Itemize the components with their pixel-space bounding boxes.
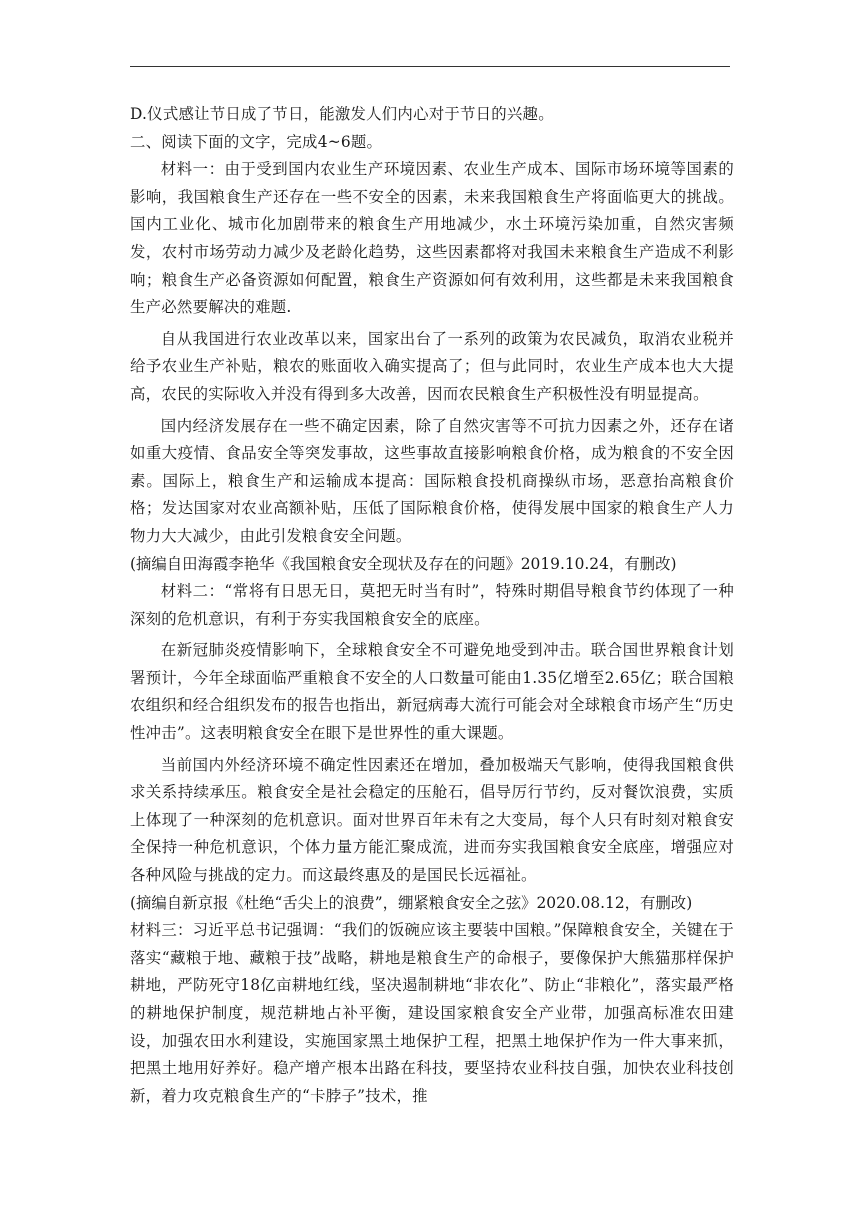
material1-paragraph-3: 国内经济发展存在一些不确定因素，除了自然灾害等不可抗力因素之外，还存在诸如重大疫情、食品安全等突发事故，这些事故直接影响粮食价格，成为粮食的不安全因素。国际上，粮食生产和运输成本提高：国际粮食投机商操纵市场，恶意抬高粮食价格；发达国家对农业高额补贴，压低了国际粮食价格，使得发展中国家的粮食生产人力物力大大减少，由此引发粮食安全问题。	[130, 416, 734, 545]
option-d: D.仪式感让节日成了节日，能激发人们内心对于节日的兴趣。	[130, 105, 554, 123]
material2-source: (摘编自新京报《杜绝“舌尖上的浪费”，绷紧粮食安全之弦》2020.08.12，有删改)	[130, 893, 693, 912]
header-rule	[130, 66, 730, 67]
section-heading: 二、阅读下面的文字，完成4~6题。	[130, 132, 383, 151]
material3-paragraph-1: 材料三：习近平总书记强调：“我们的饭碗应该主要装中国粮。”保障粮食安全，关键在于落实“藏粮于地、藏粮于技”战略，耕地是粮食生产的命根子，要像保护大熊猫那样保护耕地，严防死守18亿亩耕地红线，坚决遏制耕地“非农化”、防止“非粮化”，落实最严格的耕地保护制度，规范耕地占补平衡，建设国家粮食安全产业带，加强高标准农田建设，加强农田水利建设，实施国家黑土地保护工程，把黑土地保护作为一件大事来抓，把黑土地用好养好。稳产增产根本出路在科技，要坚持农业科技自强，加快农业科技创新，着力攻克粮食生产的“卡脖子”技术，推	[130, 921, 734, 1105]
material2-paragraph-2: 在新冠肺炎疫情影响下，全球粮食安全不可避免地受到冲击。联合国世界粮食计划署预计，今年全球面临严重粮食不安全的人口数量可能由1.35亿增至2.65亿；联合国粮农组织和经合组织发布的报告也指出，新冠病毒大流行可能会对全球粮食市场产生“历史性冲击”。这表明粮食安全在眼下是世界性的重大课题。	[130, 641, 734, 743]
material1-source: (摘编自田海霞李艳华《我国粮食安全现状及存在的问题》2019.10.24，有删改)	[130, 554, 677, 573]
material2-paragraph-3: 当前国内外经济环境不确定性因素还在增加，叠加极端天气影响，使得我国粮食供求关系持续承压。粮食安全是社会稳定的压舱石，倡导厉行节约，反对餐饮浪费，实质上体现了一种深刻的危机意识。面对世界百年未有之大变局，每个人只有时刻对粮食安全保持一种危机意识，个体力量方能汇聚成流，进而夯实我国粮食安全底座，增强应对各种风险与挑战的定力。而这最终惠及的是国民长远福祉。	[130, 755, 734, 885]
document-body	[130, 101, 734, 1110]
material1-paragraph-1: 材料一：由于受到国内农业生产环境因素、农业生产成本、国际市场环境等国素的影响，我国粮食生产还存在一些不安全的因素，未来我国粮食生产将面临更大的挑战。国内工业化、城市化加剧带来的粮食生产用地减少，水土环境污染加重，自然灾害频发，农村市场劳动力减少及老龄化趋势，这些因素都将对我国未来粮食生产造成不利影响；粮食生产必备资源如何配置，粮食生产资源如何有效利用，这些都是未来我国粮食生产必然要解决的难题.	[130, 160, 734, 317]
material2-paragraph-1: 材料二：“常将有日思无日，莫把无时当有时”，特殊时期倡导粮食节约体现了一种深刻的危机意识，有利于夯实我国粮食安全的底座。	[130, 582, 734, 628]
material1-paragraph-2: 自从我国进行农业改革以来，国家出台了一系列的政策为农民减负，取消农业税并给予农业生产补贴，粮农的账面收入确实提高了；但与此同时，农业生产成本也大大提高，农民的实际收入并没有得到多大改善，因而农民粮食生产积极性没有明显提高。	[130, 329, 734, 403]
